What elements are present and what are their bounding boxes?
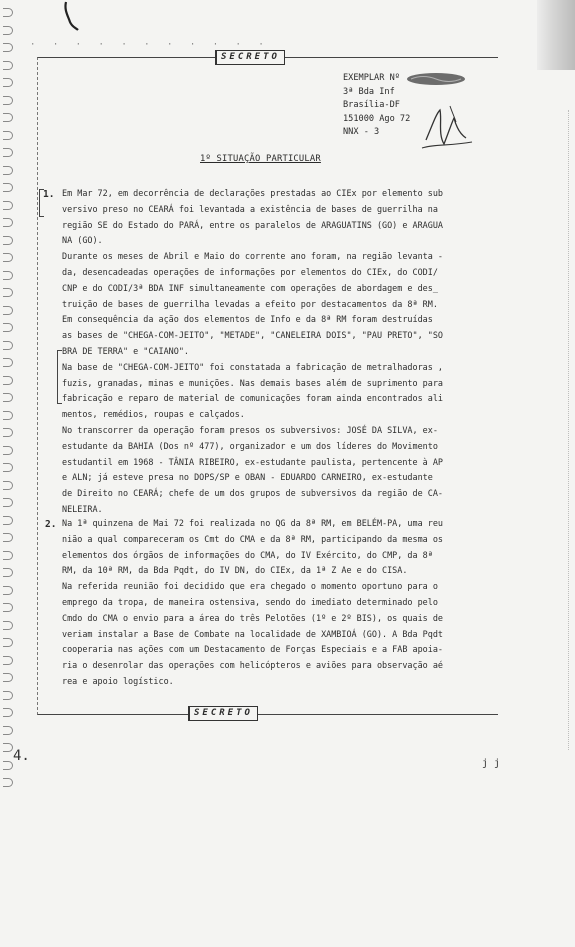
text-line: fuzis, granadas, minas e munições. Nas demais bases além de suprimento para [62, 377, 443, 388]
scan-noise: · · · · · · · · · · · [30, 40, 270, 50]
binding-loop [3, 463, 13, 472]
binding-loop [3, 201, 13, 210]
binding-loop [3, 568, 13, 577]
binding-loop [3, 586, 13, 595]
binding-loop [3, 428, 13, 437]
binding-loop [3, 778, 13, 787]
spiral-binding [0, 0, 20, 800]
classification-stamp-top: SECRETO [215, 50, 285, 65]
pen-mark-bottom-left: 4. [13, 748, 30, 764]
item-1-number: 1. [43, 189, 55, 200]
section-title: 1º SITUAÇÃO PARTICULAR [200, 154, 321, 164]
binding-loop [3, 78, 13, 87]
binding-loop [3, 323, 13, 332]
text-line: versivo preso no CEARÁ foi levantada a existência de bases de guerrilha na [62, 203, 438, 214]
text-line: emprego da tropa, de maneira ostensiva, sendo do imediato determinado pelo [62, 596, 438, 607]
text-line: de Direito no CEARÁ; chefe de um dos grupos de subversivos da região de CA- [62, 488, 443, 499]
binding-loop [3, 446, 13, 455]
text-line: Na base de "CHEGA-COM-JEITO" foi constatada a fabricação de metralhadoras , [62, 361, 443, 372]
binding-loop [3, 148, 13, 157]
handwritten-signature [420, 104, 478, 152]
binding-loop [3, 358, 13, 367]
item-2-text [62, 516, 443, 690]
text-line: Na 1ª quinzena de Mai 72 foi realizada no QG da 8ª RM, em BELÉM-PA, uma reu [62, 518, 443, 528]
binding-loop [3, 761, 13, 770]
text-line: estudantil em 1968 - TÂNIA RIBEIRO, ex-estudante paulista, pertencente à AP [62, 456, 443, 467]
binding-loop [3, 183, 13, 192]
text-line: as bases de "CHEGA-COM-JEITO", "METADE", "CANELEIRA DOIS", "PAU PRETO", "SO [62, 330, 443, 341]
binding-loop [3, 218, 13, 227]
binding-loop [3, 26, 13, 35]
text-line: Em Mar 72, em decorrência de declarações prestadas ao CIEx por elemento sub [62, 188, 443, 198]
binding-loop [3, 376, 13, 385]
binding-loop [3, 726, 13, 735]
binding-loop [3, 533, 13, 542]
text-line: rea e apoio logístico. [62, 675, 174, 686]
place-line: Brasília-DF [343, 100, 400, 110]
item-1-text [62, 186, 443, 518]
text-line: mentos, remédios, roupas e calçados. [62, 409, 245, 420]
binding-loop [3, 341, 13, 350]
binding-loop [3, 481, 13, 490]
scan-shadow-edge [537, 0, 575, 70]
pen-mark-top [58, 0, 82, 34]
scan-edge-line [560, 110, 569, 750]
text-line: elementos dos órgãos de informações do CMA, do IV Exército, do CMP, da 8ª [62, 549, 433, 560]
binding-loop [3, 236, 13, 245]
binding-loop [3, 96, 13, 105]
text-line: nião a qual compareceram os Cmt do CMA e da 8ª RM, participando da mesma os [62, 533, 443, 544]
classification-stamp-bottom: SECRETO [188, 706, 258, 721]
binding-loop [3, 743, 13, 752]
text-line: fabricação e reparo de material de comunicações foram ainda encontrados ali [62, 393, 443, 404]
binding-loop [3, 411, 13, 420]
text-line: NA (GO). [62, 235, 103, 246]
binding-loop [3, 603, 13, 612]
text-line: Em consequência da ação dos elementos de Info e da 8ª RM foram destruídas [62, 314, 433, 325]
binding-loop [3, 551, 13, 560]
binding-loop [3, 61, 13, 70]
text-line: região SE do Estado do PARÁ, entre os paralelos de ARAGUATINS (GO) e ARAGUA [62, 219, 443, 230]
binding-loop [3, 8, 13, 17]
binding-loop [3, 656, 13, 665]
binding-loop [3, 271, 13, 280]
text-line: cooperaria nas ações com um Destacamento de Forças Especiais e a FAB apoia- [62, 644, 443, 655]
text-line: NELEIRA. [62, 503, 103, 514]
binding-loop [3, 708, 13, 717]
text-line: CNP e do CODI/3ª BDA INF simultaneamente com operações de abordagem e des_ [62, 282, 438, 293]
text-line: truição de bases de guerrilha levadas a efeito por destacamentos da 8ª RM. [62, 298, 438, 309]
binding-loop [3, 393, 13, 402]
text-line: estudante da BAHIA (Dos nº 477), organizador e um dos líderes do Movimento [62, 440, 438, 451]
reference-line: NNX - 3 [343, 127, 380, 137]
text-line: Cmdo do CMA o envio para a área do três Pelotões (1º e 2º BIS), os quais de [62, 612, 443, 623]
binding-loop [3, 288, 13, 297]
text-line: RM, da 10ª RM, da Bda Pqdt, do IV DN, do CIEx, da 1ª Z Ae e do CISA. [62, 565, 408, 576]
text-line: BRA DE TERRA" e "CAIANO". [62, 345, 189, 356]
pen-mark-bottom-right: j j [482, 758, 501, 769]
binding-loop [3, 253, 13, 262]
unit-line: 3ª Bda Inf [343, 86, 395, 97]
margin-bracket-1 [39, 189, 44, 217]
binding-loop [3, 43, 13, 52]
binding-loop [3, 498, 13, 507]
binding-loop [3, 306, 13, 315]
datetime-line: 151000 Ago 72 [343, 113, 411, 124]
binding-loop [3, 673, 13, 682]
text-line: veriam instalar a Base de Combate na localidade de XAMBIOÁ (GO). A Bda Pqdt [62, 628, 443, 639]
redacted-copy-number [405, 72, 467, 86]
text-line: ria o desenrolar das operações com helicópteros e aviões para observação aé [62, 660, 443, 671]
text-line: Na referida reunião foi decidido que era chegado o momento oportuno para o [62, 581, 438, 592]
binding-loop [3, 131, 13, 140]
text-line: Durante os meses de Abril e Maio do corrente ano foram, na região levanta - [62, 251, 443, 262]
text-line: da, desencadeadas operações de informações por elementos do CIEx, do CODI/ [62, 266, 438, 277]
binding-loop [3, 516, 13, 525]
binding-loop [3, 621, 13, 630]
binding-loop [3, 691, 13, 700]
text-line: No transcorrer da operação foram presos os subversivos: JOSÉ DA SILVA, ex- [62, 424, 438, 435]
binding-loop [3, 113, 13, 122]
copy-number-label: EXEMPLAR Nº [343, 73, 400, 83]
binding-loop [3, 166, 13, 175]
binding-loop [3, 638, 13, 647]
text-line: e ALN; já esteve presa no DOPS/SP e OBAN - EDUARDO CARNEIRO, ex-estudante [62, 472, 433, 483]
item-2-number: 2. [45, 519, 57, 530]
